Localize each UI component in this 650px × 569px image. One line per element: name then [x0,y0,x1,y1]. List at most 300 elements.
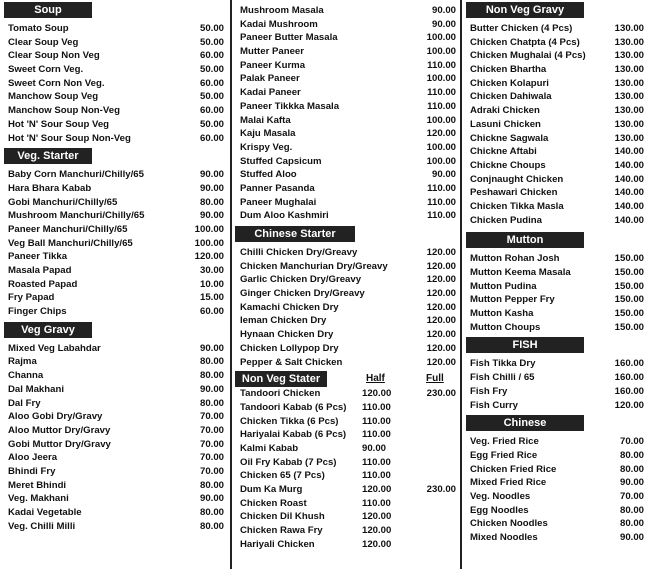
menu-item-price: 120.00 [426,260,456,272]
menu-item [232,328,460,342]
menu-item-half-price: 120.00 [362,511,392,523]
menu-item-price: 120.00 [614,399,644,411]
menu-item-price: 60.00 [199,132,224,144]
menu-item-price: 70.00 [199,452,224,464]
menu-item-name: Chicken Tikka Masla [470,200,564,212]
menu-item-price: 80.00 [619,504,644,516]
menu-item-name: Hara Bhara Kabab [8,182,92,194]
menu-item-name: Paneer Manchuri/Chilly/65 [8,223,128,235]
menu-item-name: Sweet Corn Veg. [8,64,84,76]
menu-item [462,490,650,504]
menu-item-name: Hynaan Chicken Dry [240,329,334,341]
menu-item [462,22,650,36]
menu-item-price: 80.00 [199,397,224,409]
menu-item-half-price: 120.00 [362,538,392,550]
menu-item [0,342,230,356]
menu-item-price: 80.00 [619,449,644,461]
menu-item [232,168,460,182]
menu-item-name: Baby Corn Manchuri/Chilly/65 [8,169,144,181]
menu-item-name: Palak Paneer [240,73,300,85]
menu-item-price: 120.00 [426,315,456,327]
menu-item-price: 120.00 [426,274,456,286]
menu-item-price: 90.00 [619,477,644,489]
menu-item [232,59,460,73]
menu-item [232,182,460,196]
menu-item-name: Hot 'N' Sour Soup Non-Veg [8,132,131,144]
menu-item [0,49,230,63]
menu-item-price: 120.00 [426,247,456,258]
menu-item [232,45,460,59]
menu-item-half-price: 120.00 [362,388,392,400]
menu-item [232,538,460,552]
menu-item [232,155,460,169]
menu-item-price: 90.00 [199,169,224,181]
menu-item [0,278,230,292]
menu-item-name: Bhindi Fry [8,465,56,477]
menu-item-price: 100.00 [426,141,456,153]
menu-item-name: Malai Kafta [240,114,291,126]
menu-item [232,387,460,401]
menu-item [0,291,230,305]
menu-item-price: 90.00 [619,532,644,543]
menu-item-name: Dum Ka Murg [240,484,303,495]
menu-item [462,252,650,266]
menu-item-name: Hot 'N' Sour Soup Veg [8,118,110,130]
menu-item-price: 130.00 [614,91,644,103]
menu-item-half-price: 110.00 [362,429,391,441]
section-header-veg-gravy: Veg Gravy [4,322,92,338]
menu-item-name: Chicken Kolapuri [470,77,549,89]
menu-item-price: 110.00 [427,210,456,222]
menu-item [462,517,650,531]
menu-item-name: Krispy Veg. [240,141,293,153]
menu-item-name: Peshawari Chicken [470,187,558,199]
menu-item-price: 110.00 [427,59,456,71]
menu-item [0,63,230,77]
menu-item [232,301,460,315]
menu-item-price: 50.00 [199,118,224,130]
menu-item [0,383,230,397]
section-header-chinese-starter: Chinese Starter [235,226,355,242]
menu-item-full-price: 230.00 [426,388,456,400]
menu-item-price: 160.00 [614,385,644,397]
menu-item-price: 60.00 [199,306,224,318]
menu-item-name: Egg Noodles [470,504,529,516]
menu-item-name: Paneer Mughalai [240,196,317,208]
menu-item-price: 10.00 [199,278,224,290]
menu-item-name: Dal Fry [8,397,41,409]
menu-item-name: Paneer Kurma [240,59,306,71]
menu-item-name: Mutton Kasha [470,308,534,320]
menu-item-name: Clear Soup Non Veg [8,50,100,62]
menu-item [462,173,650,187]
menu-item-price: 80.00 [619,463,644,475]
menu-item-name: Kaju Masala [240,128,296,140]
menu-item [462,90,650,104]
menu-item-name: Egg Fried Rice [470,449,538,461]
menu-item-name: Kalmi Kabab [240,442,299,454]
menu-item-name: Aloo Gobi Dry/Gravy [8,411,103,423]
menu-item [0,451,230,465]
menu-item-price: 110.00 [427,87,456,99]
menu-item-name: Ginger Chicken Dry/Greavy [240,288,365,300]
menu-item-half-price: 110.00 [362,470,391,482]
menu-item-price: 100.00 [426,114,456,126]
menu-item-name: Fish Chilli / 65 [470,372,535,384]
menu-item-name: Chickne Choups [470,159,546,171]
menu-item-name: Meret Bhindi [8,479,67,491]
menu-item [0,132,230,146]
menu-item-name: Mushroom Manchuri/Chilly/65 [8,210,145,222]
menu-item [462,385,650,399]
menu-item [0,223,230,237]
menu-item [0,410,230,424]
menu-item-price: 110.00 [427,196,456,208]
menu-item-name: Fry Papad [8,292,55,304]
menu-item [232,260,460,274]
menu-item-price: 150.00 [614,294,644,306]
menu-item-name: Panner Pasanda [240,182,315,194]
menu-item-name: Fish Curry [470,399,518,411]
menu-item-name: Mutton Keema Masala [470,267,571,278]
menu-item-price: 90.00 [431,18,456,30]
menu-item [462,357,650,371]
menu-item [462,280,650,294]
menu-item-price: 30.00 [199,265,224,276]
menu-item-full-price: 230.00 [426,484,456,495]
menu-item-name: Rajma [8,356,37,368]
menu-item [462,104,650,118]
menu-item [462,293,650,307]
menu-item-name: Sweet Corn Non Veg. [8,77,105,89]
menu-item-name: Aloo Jeera [8,452,58,464]
menu-item [462,399,650,413]
menu-item-name: Veg. Chilli Milli [8,520,76,532]
menu-item-price: 90.00 [199,383,224,395]
menu-item-name: Manchow Soup Non-Veg [8,105,120,117]
menu-item [462,49,650,63]
menu-item [462,371,650,385]
menu-item-name: Conjnaught Chicken [470,173,564,185]
menu-item-price: 70.00 [199,411,224,423]
menu-item-name: Aloo Muttor Dry/Gravy [8,424,111,436]
menu-item-name: Roasted Papad [8,278,78,290]
menu-item [232,456,460,470]
mutton-list [462,252,650,334]
full-label: Full [426,373,444,385]
menu-item-name: Dal Makhani [8,383,64,395]
menu-item [462,504,650,518]
soup-list [0,22,230,145]
menu-item-name: Tandoori Kabab (6 Pcs) [240,401,347,413]
menu-item-name: Chickne Aftabi [470,146,537,158]
menu-item-name: Gobi Manchuri/Chilly/65 [8,196,118,208]
chinese-list [462,435,650,545]
menu-item [232,497,460,511]
menu-item-price: 90.00 [199,210,224,222]
menu-item [0,90,230,104]
menu-item-price: 50.00 [199,91,224,103]
menu-item-price: 80.00 [619,518,644,530]
menu-item [0,305,230,319]
menu-item-name: Mutton Pepper Fry [470,294,555,306]
menu-item-name: Adraki Chicken [470,105,540,117]
section-header-nonveg-starter: Non Veg Stater [235,371,327,387]
menu-item-half-price: 90.00 [362,442,387,454]
menu-item [232,18,460,32]
menu-item-name: Mushroom Masala [240,5,324,16]
menu-item-price: 90.00 [199,493,224,505]
menu-item-price: 120.00 [426,356,456,368]
menu-item [232,246,460,260]
menu-item-name: Garlic Chicken Dry/Greavy [240,274,362,286]
menu-item-price: 130.00 [614,132,644,144]
menu-item [462,63,650,77]
menu-item [232,114,460,128]
menu-item-price: 130.00 [614,50,644,62]
menu-item-price: 110.00 [427,100,456,112]
menu-item [0,196,230,210]
menu-item-name: Chicken Rawa Fry [240,525,323,537]
menu-item [232,273,460,287]
menu-item-name: Kamachi Chicken Dry [240,301,339,313]
menu-item-name: Chicken Fried Rice [470,463,557,475]
menu-item-price: 160.00 [614,358,644,370]
menu-item-price: 130.00 [614,23,644,34]
menu-column-1 [0,0,230,569]
menu-item [232,31,460,45]
menu-item [232,209,460,223]
chinese-starter-list [232,246,460,369]
menu-item-name: Stuffed Aloo [240,169,297,181]
menu-item-name: Chicken Dahiwala [470,91,552,103]
menu-item [0,264,230,278]
menu-item [462,145,650,159]
menu-item [0,369,230,383]
veg-starter-list [0,168,230,319]
menu-item-price: 160.00 [614,372,644,384]
menu-item-price: 150.00 [614,253,644,265]
menu-item-name: Gobi Muttor Dry/Gravy [8,438,111,450]
menu-item-name: Pepper & Salt Chicken [240,356,343,368]
menu-item-name: Chickne Sagwala [470,132,549,144]
menu-item-name: Chicken Lollypop Dry [240,342,339,354]
menu-item-name: Mutton Pudina [470,280,537,292]
menu-item-name: Butter Chicken (4 Pcs) [470,23,573,34]
menu-item [0,104,230,118]
menu-item-name: Mixed Noodles [470,532,538,543]
menu-item-price: 120.00 [194,251,224,263]
menu-item [0,182,230,196]
menu-item [462,463,650,477]
menu-item [232,342,460,356]
menu-item-name: Mixed Fried Rice [470,477,547,489]
menu-item-half-price: 110.00 [362,456,391,468]
menu-item [0,209,230,223]
menu-item-price: 150.00 [614,267,644,278]
menu-column-2 [232,0,460,569]
menu-item-name: Manchow Soup Veg [8,91,99,103]
menu-item-name: Chilli Chicken Dry/Greavy [240,247,358,258]
menu-item [232,314,460,328]
menu-item-name: Chicken Noodles [470,518,548,530]
menu-item-name: Fish Tikka Dry [470,358,536,370]
menu-item-price: 100.00 [426,73,456,85]
menu-item-price: 90.00 [431,169,456,181]
menu-item-price: 120.00 [426,301,456,313]
menu-item [232,524,460,538]
nonveg-starter-list [232,387,460,551]
menu-item-price: 140.00 [614,187,644,199]
menu-item [0,36,230,50]
menu-item-name: Kadai Mushroom [240,18,318,30]
menu-item-price: 100.00 [194,223,224,235]
menu-item-price: 70.00 [619,436,644,448]
menu-item-price: 100.00 [426,46,456,58]
menu-item-name: Paneer Tikkka Masala [240,100,340,112]
menu-item-name: Veg Ball Manchuri/Chilly/65 [8,237,133,249]
menu-item [462,77,650,91]
menu-item-name: Veg. Fried Rice [470,436,539,448]
menu-item [0,22,230,36]
menu-item [232,483,460,497]
menu-item-price: 150.00 [614,321,644,333]
section-header-veg-starter: Veg. Starter [4,148,92,164]
menu-item [0,168,230,182]
menu-item-price: 70.00 [199,438,224,450]
menu-item-name: Finger Chips [8,306,67,318]
menu-item-price: 150.00 [614,280,644,292]
menu-item [232,401,460,415]
menu-item [462,186,650,200]
menu-item-name: Ieman Chicken Dry [240,315,327,327]
menu-item-name: Chicken Pudina [470,214,542,226]
menu-item [232,127,460,141]
menu-item [462,118,650,132]
menu-item-price: 90.00 [199,182,224,194]
menu-item-name: Fish Fry [470,385,508,397]
section-header-fish: FISH [466,337,584,353]
menu-item-half-price: 110.00 [362,497,391,509]
menu-item-price: 80.00 [199,520,224,532]
menu-item-price: 130.00 [614,105,644,117]
menu-item [232,86,460,100]
menu-item-price: 110.00 [427,182,456,194]
menu-item [462,476,650,490]
menu-item-name: Hariyalai Kabab (6 Pcs) [240,429,347,441]
menu-item-name: Clear Soup Veg [8,36,79,48]
veg-gravy-list [0,342,230,534]
fish-list [462,357,650,412]
menu-item-name: Paneer Tikka [8,251,68,263]
menu-item-price: 50.00 [199,36,224,48]
menu-item [462,200,650,214]
menu-item [0,77,230,91]
menu-item [0,506,230,520]
menu-item [0,465,230,479]
menu-item-name: Masala Papad [8,265,72,276]
menu-item-price: 15.00 [199,292,224,304]
menu-item-name: Stuffed Capsicum [240,155,322,167]
menu-item [0,237,230,251]
menu-item [232,4,460,18]
menu-item-name: Mutter Paneer [240,46,304,58]
menu-item-name: Kadai Vegetable [8,507,82,518]
menu-column-3 [462,0,650,569]
menu-item-price: 130.00 [614,36,644,48]
menu-item [462,36,650,50]
menu-item-name: Tandoori Chicken [240,388,321,400]
menu-item-price: 100.00 [426,155,456,167]
menu-item-price: 140.00 [614,214,644,226]
menu-item [462,159,650,173]
menu-item-name: Veg. Noodles [470,490,531,502]
menu-item [0,492,230,506]
menu-item [0,355,230,369]
menu-item [232,287,460,301]
menu-item-price: 90.00 [199,342,224,354]
menu-item-price: 140.00 [614,159,644,171]
menu-item-price: 80.00 [199,479,224,491]
menu-item-name: Paneer Butter Masala [240,32,338,44]
menu-item [232,72,460,86]
menu-item [0,479,230,493]
menu-item-name: Oil Fry Kabab (7 Pcs) [240,456,337,468]
menu-item [462,449,650,463]
menu-item-half-price: 110.00 [362,415,391,427]
menu-item [0,424,230,438]
menu-item-price: 80.00 [199,196,224,208]
menu-item-price: 50.00 [199,64,224,76]
menu-item-price: 140.00 [614,173,644,185]
menu-item [232,469,460,483]
menu-item [462,435,650,449]
menu-item [0,438,230,452]
menu-item-name: Chicken Mughalai (4 Pcs) [470,50,586,62]
menu-item-price: 130.00 [614,118,644,130]
menu-item-price: 100.00 [194,237,224,249]
menu-item [0,520,230,534]
menu-item-price: 100.00 [426,32,456,44]
menu-item-name: Lasuni Chicken [470,118,541,130]
menu-item-name: Chicken Bhartha [470,64,547,76]
menu-item-price: 80.00 [199,370,224,382]
menu-item-half-price: 120.00 [362,484,392,495]
menu-item-name: Kadai Paneer [240,87,301,99]
menu-item [232,442,460,456]
nonveg-gravy-list [462,22,650,227]
menu-item-price: 70.00 [619,490,644,502]
menu-item-price: 140.00 [614,200,644,212]
menu-item-name: Mutton Rohan Josh [470,253,560,265]
half-label: Half [366,373,385,385]
menu-item-name: Dum Aloo Kashmiri [240,210,329,222]
menu-item-price: 150.00 [614,308,644,320]
menu-item-price: 70.00 [199,424,224,436]
menu-item [462,132,650,146]
section-header-chinese: Chinese [466,415,584,431]
menu-item-price: 130.00 [614,64,644,76]
menu-item-price: 120.00 [426,329,456,341]
menu-item-half-price: 120.00 [362,525,392,537]
menu-item [232,356,460,370]
nonveg-starter-header-row [232,369,460,387]
menu-item-name: Mixed Veg Labahdar [8,342,101,354]
menu-item [0,397,230,411]
menu-item-name: Chicken 65 (7 Pcs) [240,470,325,482]
menu-item [462,214,650,228]
menu-item-name: Chicken Tikka (6 Pcs) [240,415,339,427]
